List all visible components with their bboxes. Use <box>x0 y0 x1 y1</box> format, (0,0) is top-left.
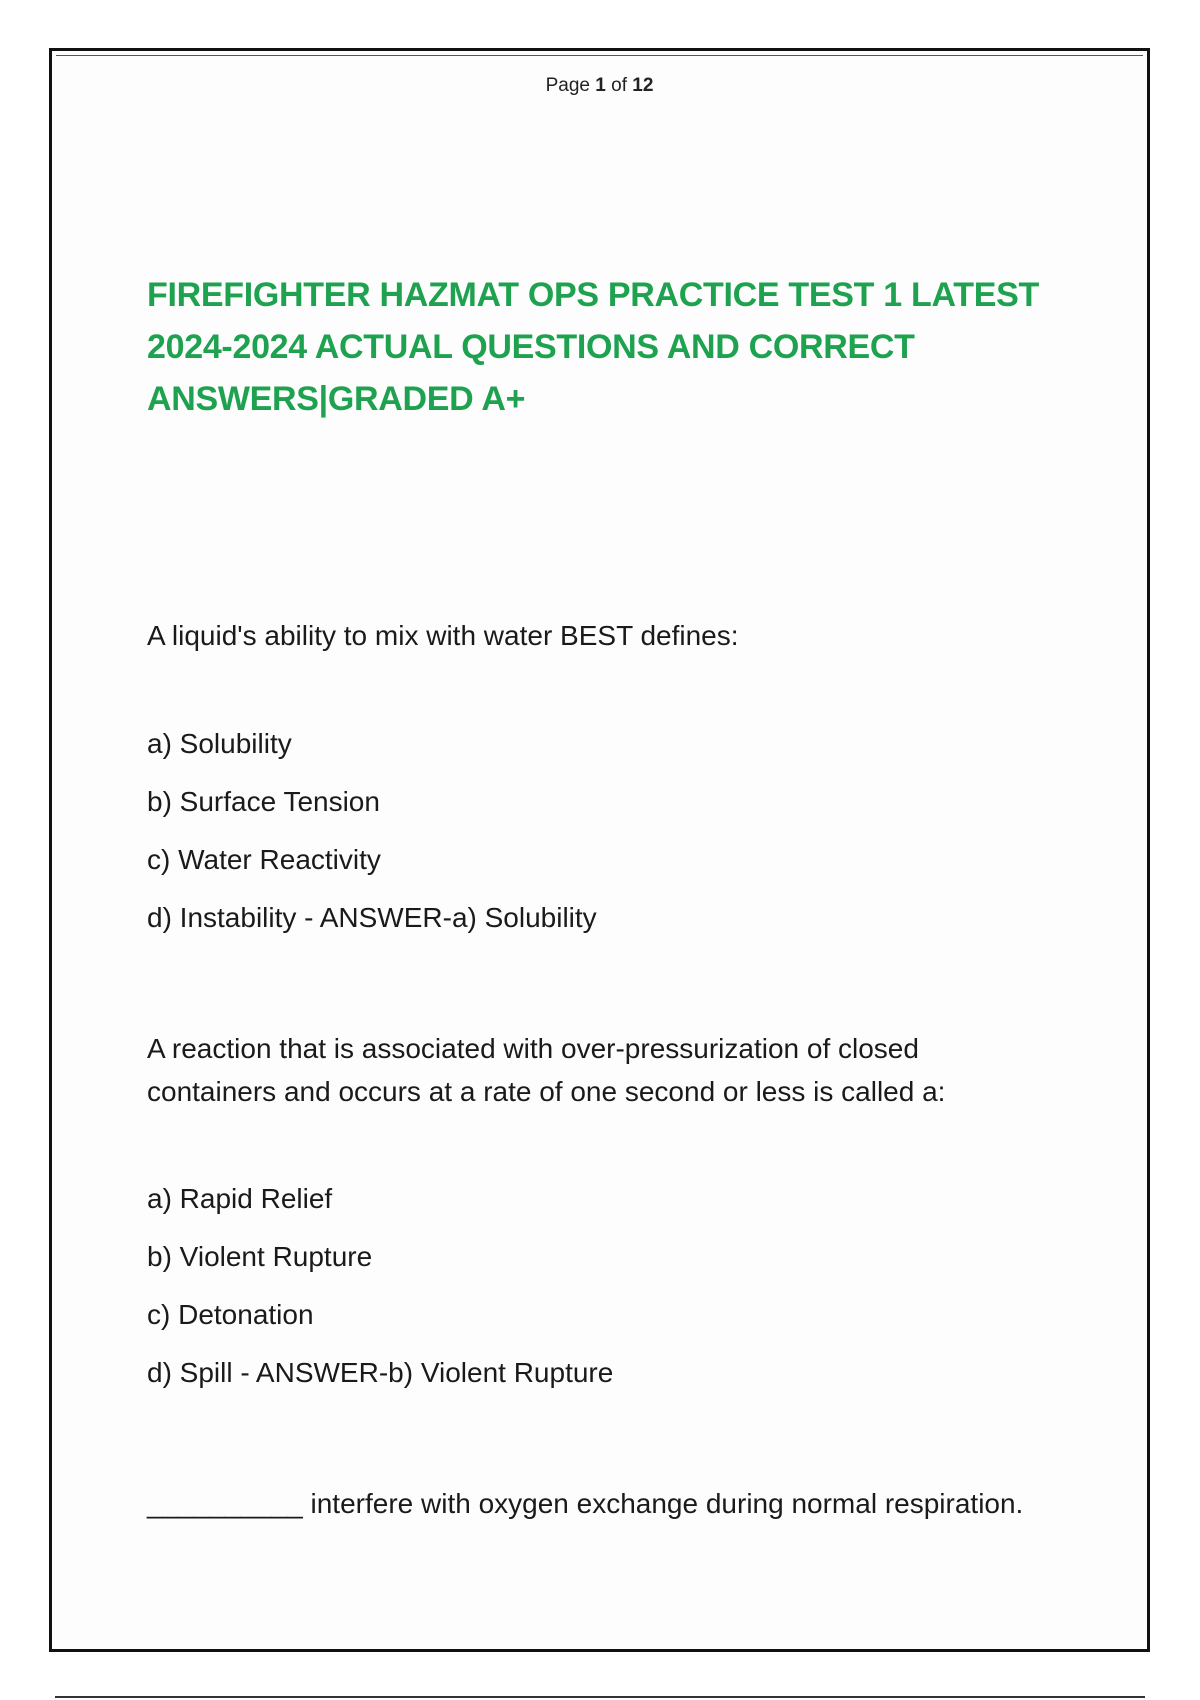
question-block-2 <box>147 1027 1047 1414</box>
question-block-3 <box>147 1482 1047 1525</box>
answer-options <box>147 727 1047 959</box>
question-text: A liquid's ability to mix with water BEST defines: <box>147 620 739 651</box>
question-text: __________ interfere with oxygen exchange during normal respiration. <box>147 1488 1024 1519</box>
question-text: A reaction that is associated with over-pressurization of closed containers and occurs at a rate of one second or less is called a: <box>147 1033 946 1107</box>
option-a: a) Solubility <box>147 728 292 759</box>
current-page: 1 <box>595 75 606 96</box>
option-a: a) Rapid Relief <box>147 1183 333 1214</box>
question-block-1 <box>147 614 1047 959</box>
option-d: d) Instability - ANSWER-a) Solubility <box>147 902 597 933</box>
option-d: d) Spill - ANSWER-b) Violent Rupture <box>147 1357 614 1388</box>
next-page-edge <box>55 1696 1145 1698</box>
option-c: c) Detonation <box>147 1299 314 1330</box>
total-pages: 12 <box>632 75 654 96</box>
page-label-prefix: Page <box>545 75 596 96</box>
option-b: b) Surface Tension <box>147 786 380 817</box>
document-title: FIREFIGHTER HAZMAT OPS PRACTICE TEST 1 LATEST 2024-2024 ACTUAL QUESTIONS AND CORRECT ANSWERS|GRADED A+ <box>147 276 1039 418</box>
answer-options <box>147 1182 1047 1414</box>
page-label-of: of <box>605 75 633 96</box>
document-page <box>49 48 1150 1652</box>
option-c: c) Water Reactivity <box>147 844 381 875</box>
page-number <box>52 75 1147 97</box>
option-b: b) Violent Rupture <box>147 1241 373 1272</box>
